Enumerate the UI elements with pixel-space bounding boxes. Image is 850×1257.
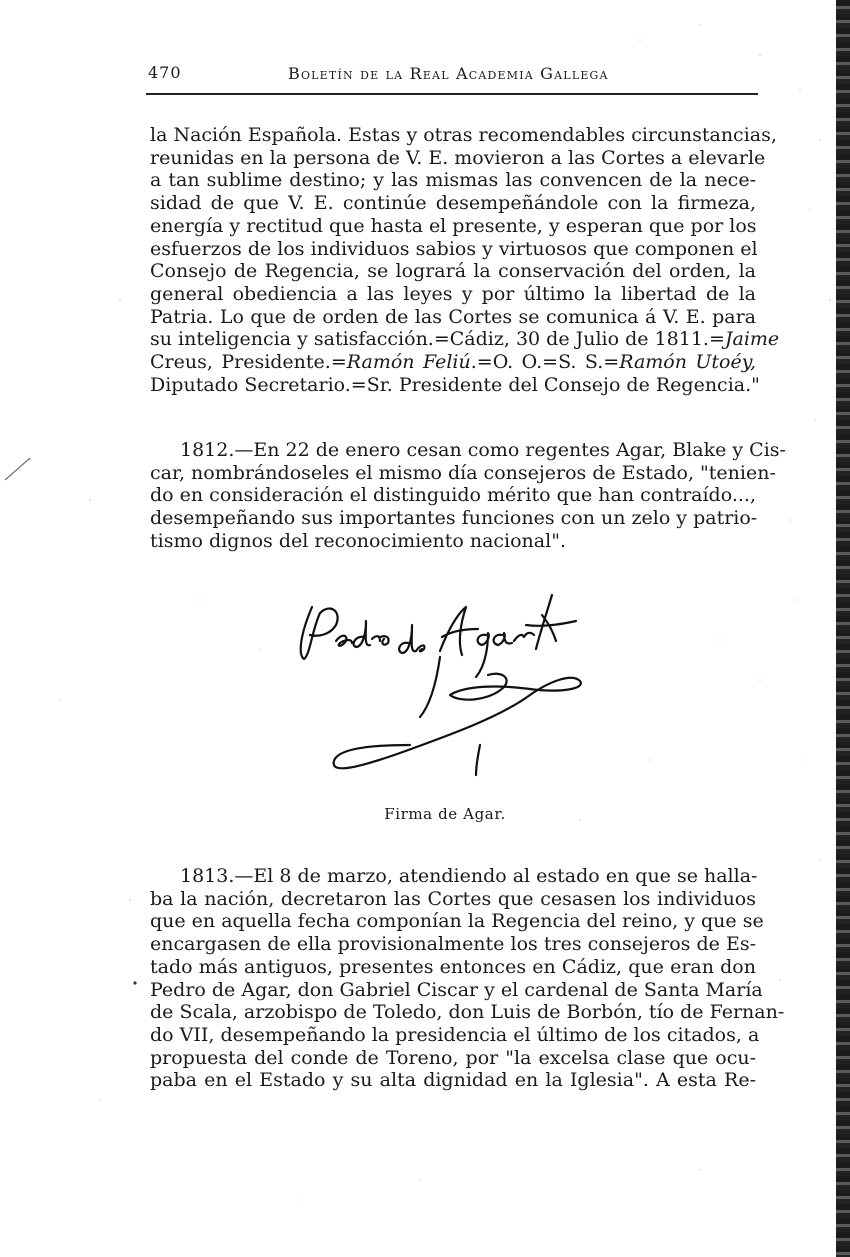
text-line: paba en el Estado y su alta dignidad en la Iglesia". A esta Re- <box>150 1069 756 1092</box>
text-line: desempeñando sus importantes funciones con un zelo y patrio- <box>150 507 758 530</box>
text-line: Diputado Secretario.=Sr. Presidente del Consejo de Regencia." <box>150 373 760 396</box>
text-line: Pedro de Agar, don Gabriel Ciscar y el cardenal de Santa María <box>150 978 763 1001</box>
text-line: la Nación Española. Estas y otras recomendables circunstancias, <box>150 124 777 146</box>
italic-name: Ramón Feliú <box>346 351 471 374</box>
paragraph-2 <box>150 439 786 553</box>
italic-name: Jaime <box>724 328 780 351</box>
text-line: encargasen de ella provisionalmente los tres consejeros de Es- <box>150 933 756 956</box>
line-text: .=O. O.=S. S.= <box>470 351 620 374</box>
paragraph-3 <box>150 865 785 1092</box>
text-line: sidad de que V. E. continúe desempeñándole con la firmeza, <box>150 192 756 215</box>
italic-name: Ramón Utoéy, <box>619 351 756 374</box>
line-text: su inteligencia y satisfacción.=Cádiz, 30 de Julio de 1811.= <box>150 328 725 351</box>
text-line: a tan sublime destino; y las mismas las convencen de la nece- <box>150 169 756 192</box>
figure-caption: Firma de Agar. <box>384 805 506 823</box>
header-rule <box>146 93 758 95</box>
text-line: tado más antiguos, presentes entonces en Cádiz, que eran don <box>150 955 756 978</box>
line-text: Creus, Presidente.= <box>150 351 347 374</box>
text-line-with-italic <box>150 351 756 374</box>
signature-image <box>290 585 610 795</box>
page-header <box>148 60 758 90</box>
text-line: energía y rectitud que hasta el presente, y esperan que por los <box>150 214 757 237</box>
text-line: tismo dignos del reconocimiento nacional". <box>150 529 566 552</box>
running-title: Boletín de la Real Academia Gallega <box>288 64 609 83</box>
text-line: do VII, desempeñando la presidencia el último de los citados, a <box>150 1023 760 1046</box>
text-line: Consejo de Regencia, se logrará la conservación del orden, la <box>150 260 756 283</box>
text-line: car, nombrándoseles el mismo día consejeros de Estado, "tenien- <box>150 461 776 484</box>
text-line: Patria. Lo que de orden de las Cortes se comunica á V. E. para <box>150 305 756 328</box>
text-line: 1813.—El 8 de marzo, atendiendo al estado en que se halla- <box>180 865 758 887</box>
text-line: propuesta del conde de Toreno, por "la excelsa clase que ocu- <box>150 1046 756 1069</box>
text-line: general obediencia a las leyes y por último la libertad de la <box>150 282 756 305</box>
text-line: ba la nación, decretaron las Cortes que cesasen los individuos <box>150 887 756 910</box>
text-line: 1812.—En 22 de enero cesan como regentes Agar, Blake y Cis- <box>180 439 786 461</box>
text-line: que en aquella fecha componían la Regencia del reino, y que se <box>150 910 764 933</box>
text-line: esfuerzos de los individuos sabios y virtuosos que componen el <box>150 237 758 260</box>
text-line: de Scala, arzobispo de Toledo, don Luis de Borbón, tío de Fernan- <box>150 1001 785 1024</box>
text-line: reunidas en la persona de V. E. movieron a las Cortes a elevarle <box>150 146 766 169</box>
paragraph-1 <box>150 124 780 396</box>
text-line: do en consideración el distinguido mérito que han contraído..., <box>150 484 756 507</box>
binding-edge <box>836 0 850 1257</box>
page-number: 470 <box>148 63 182 82</box>
text-line-with-italic <box>150 328 780 351</box>
